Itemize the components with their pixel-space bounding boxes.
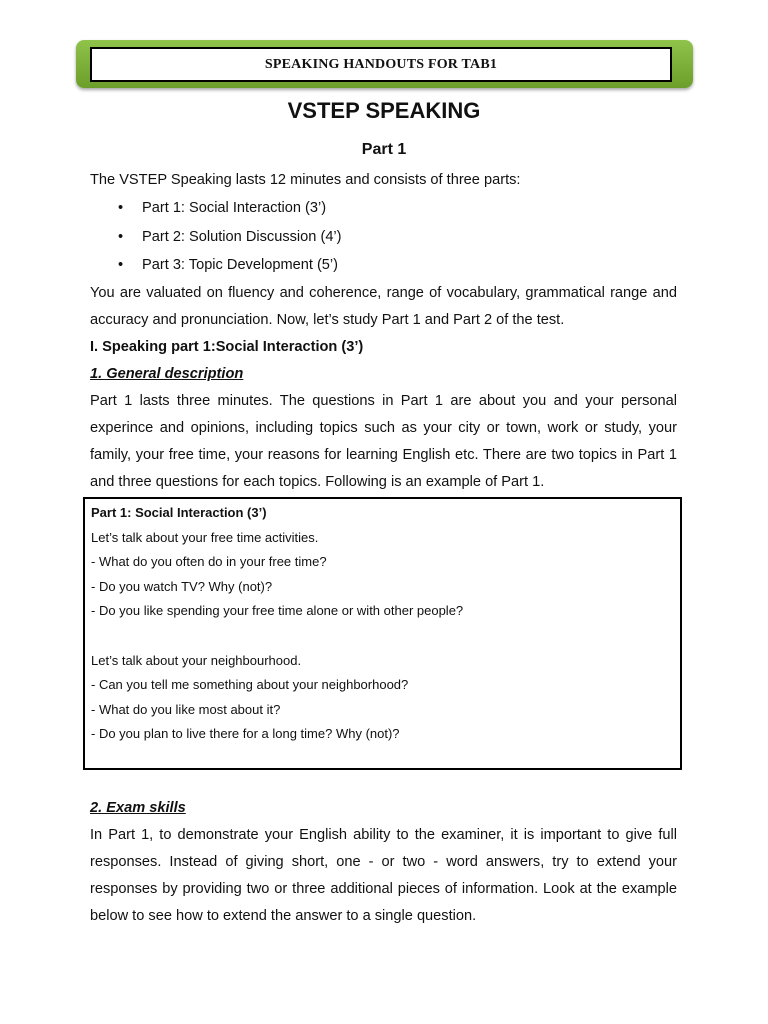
exam-skills-paragraph: In Part 1, to demonstrate your English ability to the examiner, it is important to give full responses. Instead of giving short, one - or two - word answers, try to extend your responses by providing two or three additional pieces of information. Look at the example below to see how to extend the answer to a single question.: [90, 827, 677, 924]
example-question: - Do you plan to live there for a long time? Why (not)?: [91, 726, 400, 742]
header-banner-text: SPEAKING HANDOUTS FOR TAB1: [264, 56, 498, 72]
intro-section: [90, 167, 677, 496]
example-question: - Do you like spending your free time alone or with other people?: [91, 603, 464, 619]
exam-skills-section: [90, 795, 677, 930]
example-question: - What do you like most about it?: [91, 701, 281, 717]
intro-paragraph: You are valuated on fluency and coherence, range of vocabulary, grammatical range and accuracy and pronunciation. Now, let’s study Part 1 and Part 2 of the test.: [90, 284, 677, 328]
list-item: • Part 2: Solution Discussion (4’): [142, 223, 677, 252]
section1-heading: I. Speaking part 1:Social Interaction (3’): [90, 338, 364, 355]
example-box: [83, 497, 682, 770]
example-question: - What do you often do in your free time?: [91, 554, 327, 570]
example-topic2-intro: Let’s talk about your neighbourhood.: [91, 652, 302, 668]
example-spacer: [91, 624, 674, 649]
exam-skills-heading: 2. Exam skills: [90, 800, 186, 816]
general-description-heading: 1. General description: [90, 365, 244, 382]
document-title: VSTEP SPEAKING: [287, 98, 481, 123]
general-description-paragraph: Part 1 lasts three minutes. The questions in Part 1 are about you and your personal experince and opinions, including topics such as your city or town, work or study, your family, your free time, your reasons for learning English etc. There are two topics in Part 1 and three questions for each topics. Following is an example of Part 1.: [90, 392, 677, 490]
example-question: - Can you tell me something about your neighborhood?: [91, 677, 409, 693]
example-question: - Do you watch TV? Why (not)?: [91, 578, 273, 594]
document-subtitle: Part 1: [361, 141, 407, 158]
example-topic1-intro: Let’s talk about your free time activities.: [91, 529, 319, 545]
parts-list: [90, 194, 677, 280]
intro-lead: The VSTEP Speaking lasts 12 minutes and consists of three parts:: [90, 172, 521, 188]
list-item: • Part 1: Social Interaction (3’): [142, 194, 677, 223]
header-banner: [90, 47, 672, 82]
example-title: Part 1: Social Interaction (3’): [91, 505, 267, 520]
list-item: • Part 3: Topic Development (5’): [142, 251, 677, 280]
